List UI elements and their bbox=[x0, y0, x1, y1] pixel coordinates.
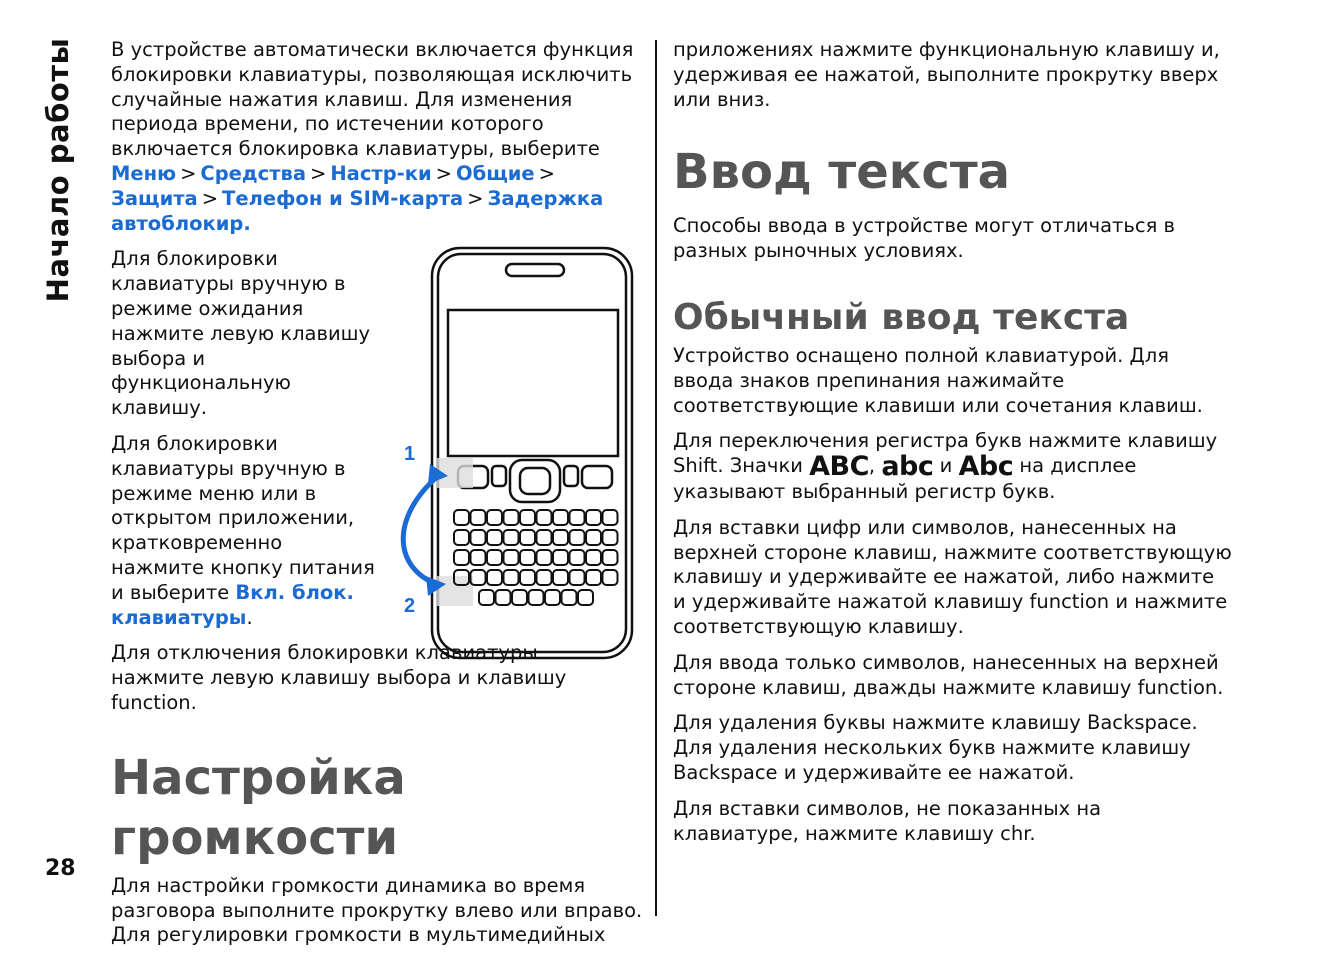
keyboard-key bbox=[529, 590, 544, 605]
keyboard-key bbox=[512, 590, 527, 605]
keyboard-key bbox=[504, 510, 519, 525]
menu-link-menu[interactable]: Меню bbox=[111, 161, 177, 185]
paragraph-chr: Для вставки символов, не показанных на клавиатуре, нажмите клавишу chr. bbox=[673, 796, 1102, 845]
keyboard-key bbox=[471, 550, 486, 565]
paragraph-backspace: Для удаления буквы нажмите клавишу Backspace. Для удаления нескольких букв нажмите клавишу Backspace и удерживайте ее нажатой. bbox=[673, 711, 1198, 784]
side-section-title-text: Начало работы bbox=[41, 37, 75, 303]
keyboard-key bbox=[553, 510, 568, 525]
paragraph-volume: Для настройки громкости динамика во время разговора выполните прокрутку влево или вправо. Для регулировки громкости в мультимедийных bbox=[111, 873, 643, 947]
paragraph-continued: приложениях нажмите функциональную клавишу и, удерживая ее нажатой, выполните прокрутку вверх или вниз. bbox=[673, 38, 1220, 111]
keyboard-key bbox=[553, 530, 568, 545]
path-separator: > bbox=[435, 161, 452, 185]
paragraph-case: Для переключения регистра букв нажмите клавишу Shift. Значки ABC, abc и Abc на дисплее указывают выбранный регистр букв. bbox=[673, 429, 1218, 503]
paragraph-input-methods: Способы ввода в устройстве могут отличаться в разных рыночных условиях. bbox=[673, 214, 1176, 263]
keyboard-key bbox=[537, 550, 552, 565]
keyboard-key bbox=[454, 530, 469, 545]
heading-normal-input: Обычный ввод текста bbox=[673, 296, 1130, 338]
menu-link-security[interactable]: Защита bbox=[111, 186, 198, 210]
navi-key bbox=[510, 460, 560, 502]
phone-screen bbox=[448, 310, 618, 456]
keyboard-key bbox=[496, 590, 511, 605]
paragraph-numbers-symbols: Для вставки цифр или символов, нанесенных на верхней стороне клавиш, нажмите соответствующую клавишу и удерживайте ее нажатой, либо нажмите и удерживайте нажатой клавишу function и нажмите соответствующую клавишу. bbox=[673, 515, 1232, 638]
keyboard-key bbox=[504, 570, 519, 585]
heading-volume: Настройка громкости bbox=[111, 749, 406, 866]
right-soft-key bbox=[582, 466, 612, 488]
keyboard-key bbox=[603, 530, 618, 545]
path-separator: > bbox=[467, 186, 484, 210]
keyboard bbox=[454, 510, 618, 605]
paragraph-lock-standby: Для блокировки клавиатуры вручную в режиме ожидания нажмите левую клавишу выбора и функциональную клавишу. bbox=[111, 247, 371, 420]
menu-link-phone-sim[interactable]: Телефон и SIM-карта bbox=[222, 186, 464, 210]
keyboard-key bbox=[570, 570, 585, 585]
keyboard-key bbox=[487, 550, 502, 565]
page-number: 28 bbox=[45, 856, 76, 881]
keyboard-key bbox=[520, 570, 535, 585]
keyboard-key bbox=[471, 530, 486, 545]
keyboard-key bbox=[562, 590, 577, 605]
keyboard-key bbox=[504, 530, 519, 545]
paragraph-autolock: В устройстве автоматически включается функция блокировки клавиатуры, позволяющая исключить случайные нажатия клавиш. Для изменения периода времени, по истечении которого включается блокировка клавиатуры, выберите Меню > Средства > Настр-ки > Общие > Защита > Телефон и SIM-карта > Задержка автоблокир. bbox=[111, 38, 634, 235]
keyboard-key bbox=[520, 510, 535, 525]
keyboard-key bbox=[553, 570, 568, 585]
keyboard-key bbox=[570, 510, 585, 525]
menu-link-autolock-delay[interactable]: Задержка автоблокир. bbox=[111, 186, 604, 235]
keyboard-key bbox=[479, 590, 494, 605]
path-separator: > bbox=[310, 161, 327, 185]
keyboard-key bbox=[504, 550, 519, 565]
keyboard-key bbox=[603, 510, 618, 525]
keyboard-key bbox=[471, 510, 486, 525]
keyboard-key bbox=[487, 530, 502, 545]
keyboard-key bbox=[537, 570, 552, 585]
menu-link-settings[interactable]: Настр-ки bbox=[330, 161, 432, 185]
keyboard-key bbox=[520, 530, 535, 545]
keyboard-key bbox=[578, 590, 593, 605]
paragraph-lock-menu: Для блокировки клавиатуры вручную в режиме меню или в открытом приложении, кратковременно нажмите кнопку питания и выберите Вкл. блок. клавиатуры. bbox=[111, 431, 375, 629]
keyboard-key bbox=[586, 530, 601, 545]
paragraph-symbols-only: Для ввода только символов, нанесенных на верхней стороне клавиш, дважды нажмите клавишу function. bbox=[673, 650, 1224, 699]
keyboard-key bbox=[586, 550, 601, 565]
keyboard-key bbox=[520, 550, 535, 565]
path-separator: > bbox=[180, 161, 197, 185]
figure-label-2: 2 bbox=[404, 595, 416, 617]
keyboard-key bbox=[603, 570, 618, 585]
keyboard-key bbox=[586, 510, 601, 525]
menu-link-general[interactable]: Общие bbox=[456, 161, 535, 185]
titlecase-mode-icon: Abc bbox=[958, 451, 1014, 483]
keyboard-key bbox=[454, 510, 469, 525]
menu-link-tools[interactable]: Средства bbox=[200, 161, 307, 185]
keyboard-key bbox=[586, 570, 601, 585]
keyboard-key bbox=[545, 590, 560, 605]
side-section-title bbox=[33, 37, 83, 303]
earpiece bbox=[506, 264, 564, 276]
keyboard-key bbox=[537, 530, 552, 545]
heading-text-input: Ввод текста bbox=[673, 144, 1011, 201]
keypad-lock-link[interactable]: Вкл. блок. клавиатуры bbox=[111, 580, 354, 629]
keyboard-key bbox=[487, 510, 502, 525]
path-separator: > bbox=[201, 186, 219, 210]
right-column bbox=[673, 38, 1233, 846]
path-separator: > bbox=[538, 161, 555, 185]
paragraph-keyboard: Устройство оснащено полной клавиатурой. Для ввода знаков препинания нажимайте соответствующие клавиши или сочетания клавиш. bbox=[673, 343, 1203, 417]
keyboard-key bbox=[603, 550, 618, 565]
keyboard-key bbox=[487, 570, 502, 585]
uppercase-mode-icon: ABC bbox=[809, 451, 869, 483]
keyboard-key bbox=[537, 510, 552, 525]
figure-label-1: 1 bbox=[404, 443, 416, 465]
keyboard-key bbox=[570, 530, 585, 545]
lowercase-mode-icon: abc bbox=[881, 451, 934, 483]
keyboard-key bbox=[553, 550, 568, 565]
phone-illustration bbox=[392, 236, 642, 661]
paragraph-unlock: Для отключения блокировки клавиатуры нажмите левую клавишу выбора и клавишу function. bbox=[111, 641, 567, 714]
keyboard-key bbox=[570, 550, 585, 565]
column-divider bbox=[655, 40, 657, 916]
keyboard-key bbox=[454, 550, 469, 565]
